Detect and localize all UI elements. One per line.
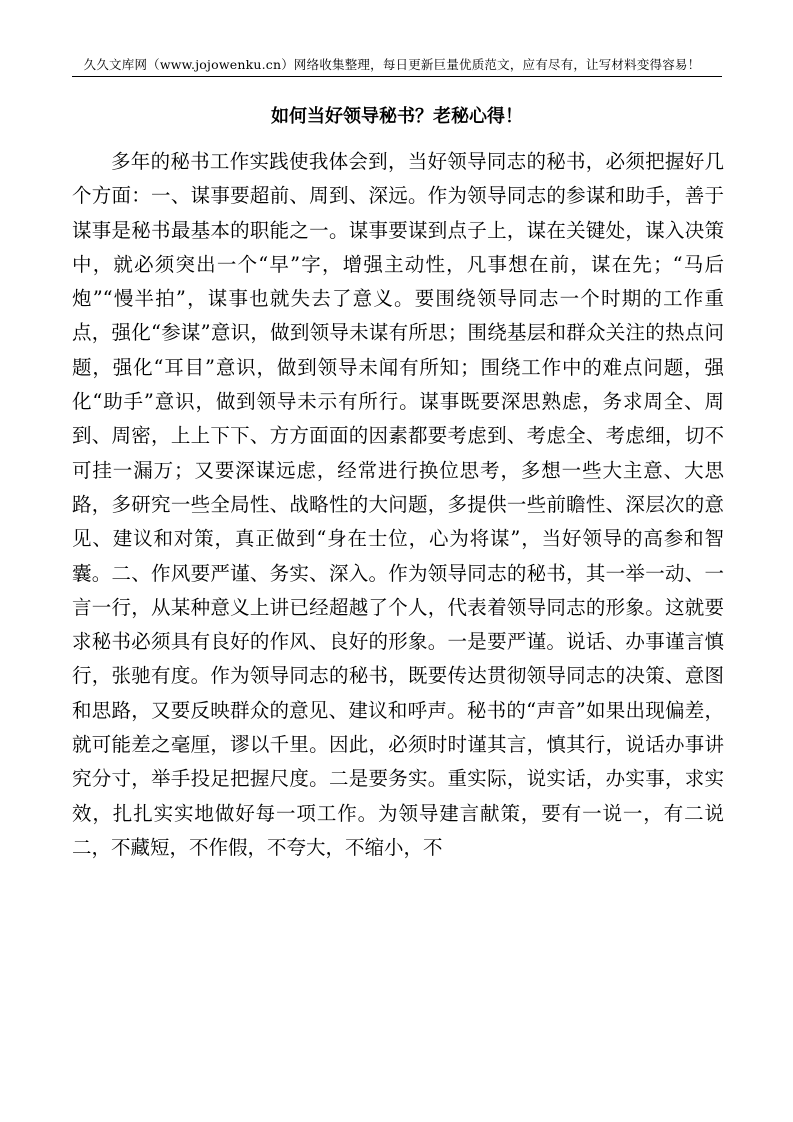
body-paragraph: 多年的秘书工作实践使我体会到，当好领导同志的秘书，必须把握好几个方面：一、谋事要超前、周到、深远。作为领导同志的参谋和助手，善于谋事是秘书最基本的职能之一。谋事要谋到点子上，谋在关键处，谋入决策中，就必须突出一个“早”字，增强主动性，凡事想在前，谋在先；“马后炮”“慢半拍”，谋事也就失去了意义。要围绕领导同志一个时期的工作重点，强化“参谋”意识，做到领导未谋有所思；围绕基层和群众关注的热点问题，强化“耳目”意识，做到领导未闻有所知；围绕工作中的难点问题，强化“助手”意识，做到领导未示有所行。谋事既要深思熟虑，务求周全、周到、周密，上上下下、方方面面的因素都要考虑到、考虑全、考虑细，切不可挂一漏万；又要深谋远虑，经常进行换位思考，多想一些大主意、大思路，多研究一些全局性、战略性的大问题，多提供一些前瞻性、深层次的意见、建议和对策，真正做到“身在士位，心为将谋”，当好领导的高参和智囊。二、作风要严谨、务实、深入。作为领导同志的秘书，其一举一动、一言一行，从某种意义上讲已经超越了个人，代表着领导同志的形象。这就要求秘书必须具有良好的作风、良好的形象。一是要严谨。说话、办事谨言慎行，张驰有度。作为领导同志的秘书，既要传达贯彻领导同志的决策、意图和思路，又要反映群众的意见、建议和呼声。秘书的“声音”如果出现偏差，就可能差之毫厘，谬以千里。因此，必须时时谨其言，慎其行，说话办事讲究分寸，举手投足把握尺度。二是要务实。重实际，说实话，办实事，求实效，扎扎实实地做好每一项工作。为领导建言献策，要有一说一，有二说二，不藏短，不作假，不夸大，不缩小，不 (72, 150, 724, 859)
page-header: 久久文库网（www.jojowenku.cn）网络收集整理，每日更新巨量优质范文，应有尽有，让写材料变得容易！ (83, 57, 701, 72)
header-divider (72, 76, 722, 77)
document-title: 如何当好领导秘书？老秘心得！ (271, 106, 523, 127)
